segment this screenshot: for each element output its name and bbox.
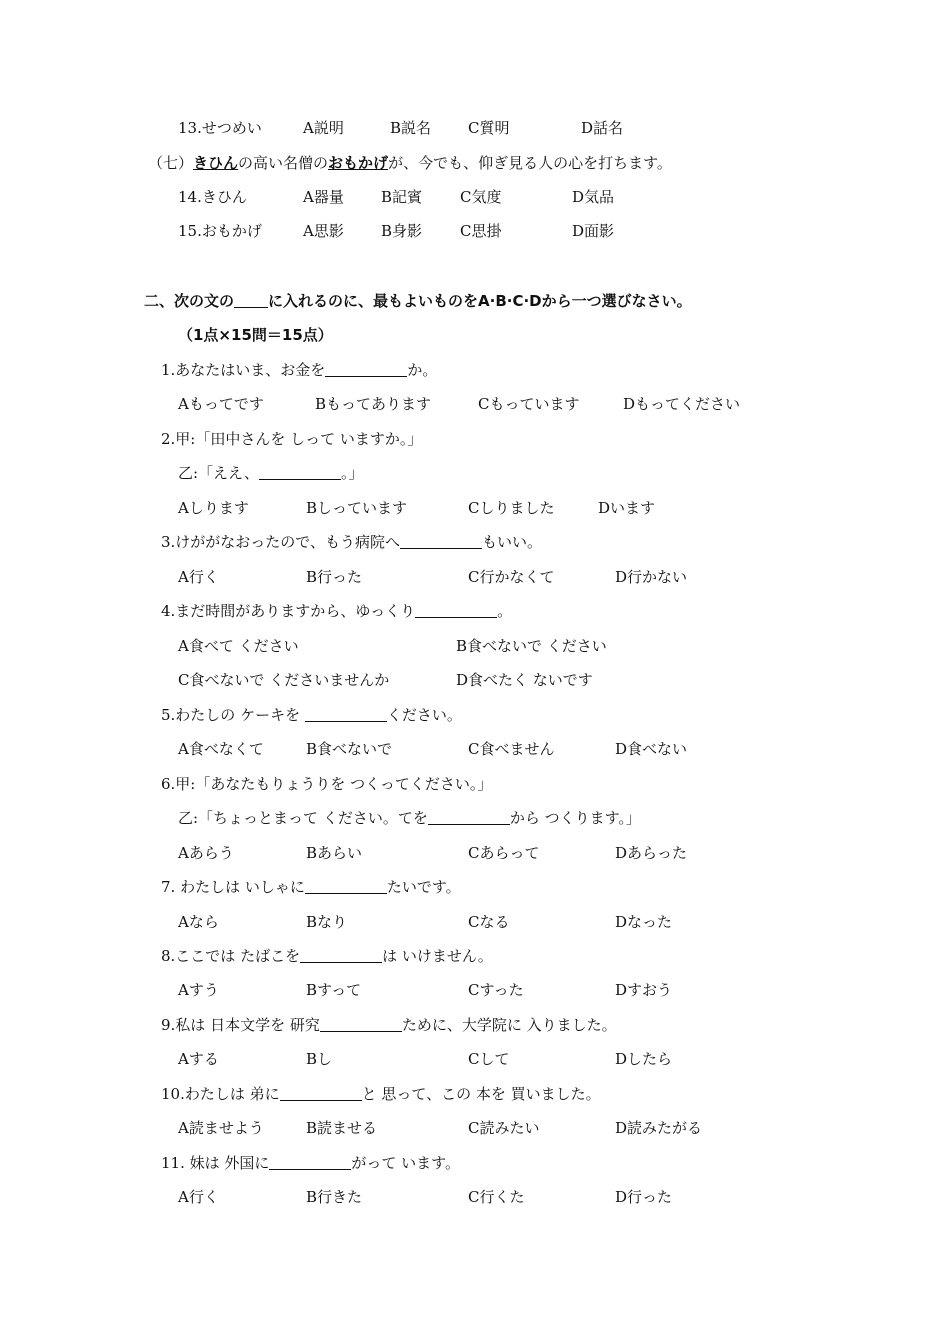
option-b: Bしっています [306, 499, 408, 517]
passage-text: （七）きひんの高い名僧のおもかげが、今でも、仰ぎ見る人の心を打ちます。 [148, 154, 672, 172]
option-b: B行った [306, 568, 363, 586]
question-stem: 4.まだ時間がありますから、ゆっくり 。 [161, 602, 513, 620]
question-stem: 13.せつめい [178, 119, 262, 137]
option-a: Aすう [178, 981, 219, 999]
option-a: Aもってです [178, 395, 264, 413]
answer-blank [428, 808, 510, 825]
option-a: A説明 [303, 119, 344, 137]
option-c: C思掛 [460, 222, 502, 240]
option-b: B食べないで [306, 740, 393, 758]
option-b: B記賓 [381, 188, 423, 206]
question-stem: 14.きひん [178, 188, 247, 206]
question-reply: 乙:「ちょっとまって ください。てを から つくります。」 [178, 809, 641, 827]
underlined-word: きひん [193, 154, 239, 172]
question-stem: 3.けががなおったので、もう病院へ もいい。 [161, 533, 543, 551]
option-a: Aなら [178, 913, 219, 931]
option-b: B読ませる [306, 1119, 378, 1137]
answer-blank [300, 946, 382, 963]
answer-blank [400, 532, 482, 549]
question-stem: 10.わたしは 弟に と 思って、この 本を 買いました。 [161, 1085, 601, 1103]
option-a: A食べて ください [178, 637, 299, 655]
question-stem: 9.私は 日本文学を 研究 ために、大学院に 入りました。 [161, 1016, 617, 1034]
option-c: C読みたい [468, 1119, 540, 1137]
question-stem: 8.ここでは たばこを は いけません。 [161, 947, 493, 965]
option-b: Bし [306, 1050, 333, 1068]
question-stem: 1.あなたはいま、お金を か。 [161, 361, 438, 379]
answer-blank [325, 360, 407, 377]
option-c: C行くた [468, 1188, 525, 1206]
option-a: A食べなくて [178, 740, 264, 758]
option-d: Dすおう [615, 981, 673, 999]
option-d: D話名 [581, 119, 624, 137]
option-c: C行かなくて [468, 568, 555, 586]
option-a: Aあらう [178, 844, 234, 862]
option-d: Dしたら [615, 1050, 673, 1068]
question-stem: 7. わたしは いしゃに たいです。 [161, 878, 461, 896]
answer-blank [280, 1084, 362, 1101]
answer-blank [269, 1153, 351, 1170]
option-d: D気品 [572, 188, 615, 206]
option-d: Dなった [615, 913, 673, 931]
option-a: A行く [178, 568, 219, 586]
option-b: B身影 [381, 222, 423, 240]
answer-blank [320, 1015, 402, 1032]
option-c: Cすった [468, 981, 524, 999]
option-b: B食べないで ください [456, 637, 607, 655]
question-stem: 2.甲:「田中さんを しって いますか。」 [161, 430, 423, 448]
option-d: D食べたく ないです [456, 671, 593, 689]
question-stem: 11. 妹は 外国に がって います。 [161, 1154, 460, 1172]
option-b: Bあらい [306, 844, 363, 862]
option-b: Bなり [306, 913, 348, 931]
option-c: Cして [468, 1050, 510, 1068]
option-b: B説名 [390, 119, 432, 137]
option-a: A読ませよう [178, 1119, 264, 1137]
underlined-word: おもかげ [328, 154, 389, 172]
question-stem: 5.わたしの ケーキを ください。 [161, 706, 462, 724]
answer-blank [305, 877, 387, 894]
option-a: Aする [178, 1050, 219, 1068]
option-d: D面影 [572, 222, 615, 240]
option-d: Dあらった [615, 844, 688, 862]
question-stem: 6.甲:「あなたもりょうりを つくってください。」 [161, 775, 493, 793]
option-c: C気度 [460, 188, 502, 206]
option-c: C質明 [468, 119, 510, 137]
option-b: Bすって [306, 981, 362, 999]
option-b: B行きた [306, 1188, 363, 1206]
option-d: D行かない [615, 568, 688, 586]
option-c: Cあらって [468, 844, 540, 862]
option-b: Bもってあります [315, 395, 432, 413]
option-c: Cなる [468, 913, 510, 931]
option-c: C食べないで くださいませんか [178, 671, 390, 689]
option-a: A思影 [303, 222, 344, 240]
option-a: Aしります [178, 499, 249, 517]
option-c: C食べません [468, 740, 555, 758]
answer-blank [305, 705, 387, 722]
option-c: Cもっています [478, 395, 580, 413]
option-a: A器量 [303, 188, 344, 206]
option-d: Dもってください [623, 395, 741, 413]
answer-blank [415, 601, 497, 618]
option-a: A行く [178, 1188, 219, 1206]
option-d: D行った [615, 1188, 673, 1206]
question-stem: 15.おもかげ [178, 222, 262, 240]
question-reply: 乙:「ええ、 。」 [178, 464, 364, 482]
option-c: Cしりました [468, 499, 555, 517]
answer-blank [259, 463, 341, 480]
option-d: D食べない [615, 740, 688, 758]
option-d: Dいます [598, 499, 656, 517]
option-d: D読みたがる [615, 1119, 703, 1137]
